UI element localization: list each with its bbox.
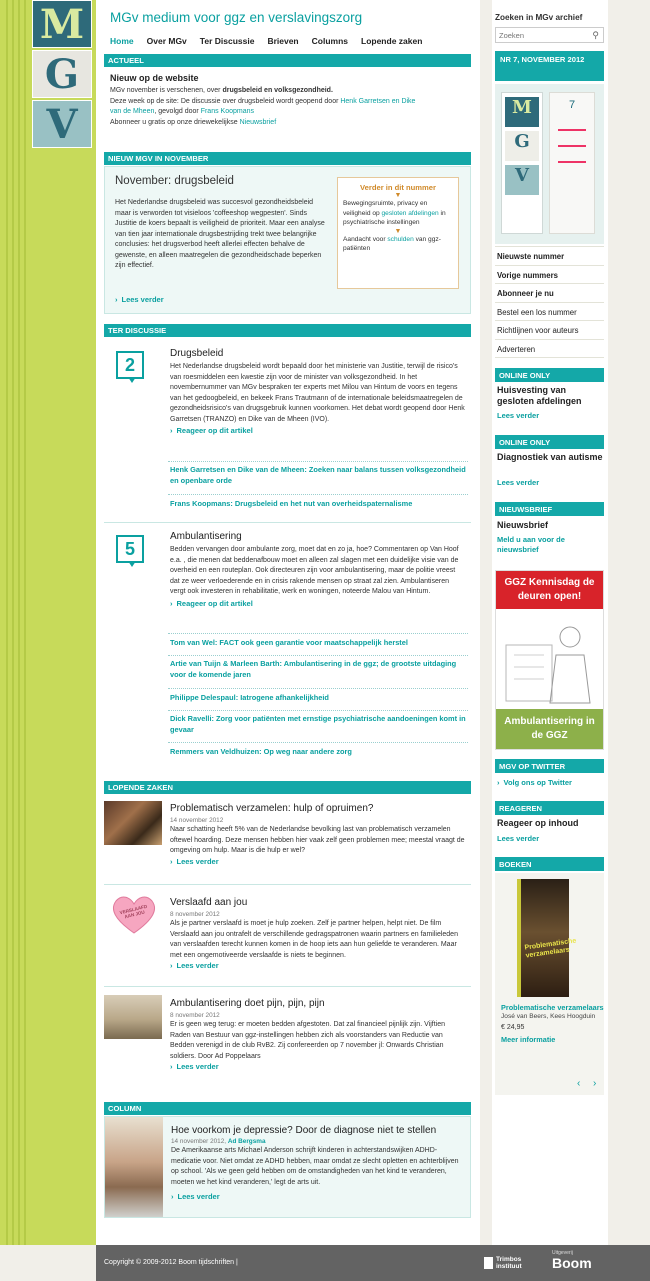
column-gap	[480, 0, 492, 1245]
column-lees-verder[interactable]: › Lees verder	[171, 1192, 467, 1201]
discussie-body: Bedden vervangen door ambulante zorg, moet dat en zo ja, hoe? Commentaren op Van Hoof e.a. , die menen dat beddenafbouw moet en alleen zal slagen met een duidelijke visie van de overheid en een routeplan. Ook directeuren zijn voor ambulantisering, maar de politie vreest dat ze weer verloederende en in crisis rakende mensen op straat zal zien. Ambulantiseren vergt ook investeren in rehabilitatie, werk en woningen, noteerde Malou van Hintum.	[170, 546, 459, 595]
issue-cover-wrap[interactable]	[495, 84, 604, 244]
search-label: Zoeken in MGv archief	[495, 13, 583, 22]
discussie-link[interactable]: Henk Garretsen en Dike van de Mheen: Zoeken naar balans tussen volksgezondheid en openbare orde	[170, 465, 466, 485]
actueel-bold: drugsbeleid en volksgezondheid.	[222, 87, 333, 94]
discussie-item	[170, 531, 466, 608]
sidebar	[492, 0, 608, 1245]
search-box	[495, 27, 604, 43]
lopende-item	[170, 897, 466, 970]
book-authors: José van Beers, Kees Hoogduin	[501, 1013, 596, 1020]
beds-photo	[104, 995, 162, 1039]
boom-logo[interactable]	[552, 1250, 592, 1271]
actueel-block	[110, 73, 470, 128]
issue-number-badge: 5	[116, 535, 144, 563]
trimbos-mark-icon	[484, 1257, 493, 1269]
reageer-link[interactable]: › Reageer op dit artikel	[170, 599, 466, 608]
discussie-item	[170, 348, 466, 435]
trimbos-name: Trimbos instituut	[496, 1256, 522, 1270]
link-koopmans[interactable]: Frans Koopmans	[200, 108, 254, 115]
lopende-body: Als je partner verslaafd is moet je hulp zoeken. Zelf je partner helpen, helpt niet. De film Verslaafd aan jou ontrafelt de verschillende gedragspatronen waarin partners en familieleden van verslaafden terecht kunnen komen in de hoop iets aan hun geliefde te veranderen. Maar met een ongemotiveerde verslaafde is niets te beginnen.	[170, 920, 458, 959]
issue-menu	[495, 246, 604, 358]
verder-text: Aandacht voor	[343, 235, 388, 243]
link-schulden[interactable]: schulden	[387, 235, 414, 243]
discussie-link[interactable]: Dick Ravelli: Zorg voor patiënten met ernstige psychiatrische aandoeningen komt in gevaar	[170, 714, 466, 734]
discussie-link[interactable]: Artie van Tuijn & Marleen Barth: Ambulantisering in de ggz; de grootste uitdaging voor de komende jaren	[170, 659, 457, 679]
actueel-text: Abonneer u gratis op onze driewekelijkse	[110, 118, 240, 126]
link-nieuwsbrief[interactable]: Nieuwsbrief	[239, 118, 277, 126]
ad-illustration	[500, 615, 600, 707]
verder-text: in psychiatrische instellingen	[343, 209, 446, 226]
lopende-date: 8 november 2012	[170, 911, 220, 918]
menu-abonneer[interactable]: Abonneer je nu	[495, 284, 604, 303]
link-van-de-mheen[interactable]: van de Mheen	[110, 108, 155, 115]
online-only-heading: ONLINE ONLY	[495, 435, 604, 449]
nieuw-heading: NIEUW MGV IN NOVEMBER	[104, 152, 471, 165]
boeken-heading: BOEKEN	[495, 857, 604, 871]
column-body: De Amerikaanse arts Michael Anderson schrijft kinderen in achterstandswijken ADHD-medicatie voor. Niet omdat ze ADHD hebben, maar omdat ze slecht opletten en achterblijven op school. 'Als we geen geld hebben om de omstandigheden van het kind te veranderen, moeten we het kind veranderen,' legt de arts uit.	[171, 1147, 459, 1186]
left-decorative-band	[0, 0, 96, 1245]
discussie-title[interactable]: Ambulantisering	[170, 531, 242, 542]
lopende-title[interactable]: Ambulantisering doet pijn, pijn, pijn	[170, 998, 325, 1009]
menu-nieuwste-nummer[interactable]: Nieuwste nummer	[495, 247, 604, 266]
discussie-heading: TER DISCUSSIE	[104, 324, 471, 337]
ad-top-text: GGZ Kennisdag de deuren open!	[496, 571, 603, 609]
book-more-info[interactable]: Meer informatie	[501, 1035, 556, 1044]
column-heading: COLUMN	[104, 1102, 471, 1115]
lees-verder-link[interactable]: › Lees verder	[170, 1062, 466, 1071]
issue-number-badge: 2	[116, 351, 144, 379]
divider	[104, 986, 471, 987]
logo-letter-m: M	[32, 0, 92, 48]
lopende-item	[170, 998, 466, 1071]
online-only-heading: ONLINE ONLY	[495, 368, 604, 382]
heart-text: VERSLAAFD AAN JOU	[119, 903, 148, 920]
discussie-body: Het Nederlandse drugsbeleid wordt bepaald door het ministerie van Justitie, terwijl de risico's van roesmiddelen een kwestie zijn voor de minister van volksgezondheid. In het novembernummer van MGv bespraken ter experts met Milou van Hintum de voors en tegens van het gedoogbeleid, en bekeek Frans Trautmann of de internationale beleidsmaatregelen de gezondheidsrisico's van drugsgebruik kunnen voorkomen. Het debat wordt geopend door Henk Garretsen (TRANZO) en Dike van de Mheen (IVO).	[170, 363, 465, 423]
nav-columns[interactable]: Columns	[311, 36, 348, 46]
nieuwsbrief-heading: NIEUWSBRIEF	[495, 502, 604, 516]
twitter-link-label: Volg ons op Twitter	[503, 778, 572, 787]
columnist-photo	[105, 1117, 163, 1217]
lopende-date: 14 november 2012	[170, 817, 224, 824]
footer-copyright: Copyright © 2009-2012 Boom tijdschriften |	[104, 1259, 238, 1266]
nav-brieven[interactable]: Brieven	[267, 36, 299, 46]
book-cover[interactable]	[517, 879, 577, 997]
twitter-heading: MGV OP TWITTER	[495, 759, 604, 773]
nieuw-body: Het Nederlandse drugsbeleid was succesvol gezondheidsbeleid maar is verworden tot visieloos 'coffeeshop wegpesten'. Sinds Justitie de koers bepaalt is veiligheid de prioriteit. Maar een analyse van tien jaar internationale drugsbestrijding trekt twee belangrijke conclusies: het drugsverbod heeft allerlei effecten behalve de gewenste, en alleen maatregelen die gezondheidschade beperken zijn effectief.	[115, 199, 325, 269]
ad-bottom-text: Ambulantisering in de GGZ	[496, 709, 603, 749]
lopende-body: Er is geen weg terug: er moeten bedden afgestoten. Dat zal financieel pijnlijk zijn. Vijftien Raden van Bestuur van ggz-instellingen hebben zich als voorstanders van Reductie van Bedden verenigd in de club RvB2. Zij confereerden op 7 november jl: Onwards Christian soldiers. Door Ad Poppelaars	[170, 1021, 445, 1060]
menu-adverteren[interactable]: Adverteren	[495, 340, 604, 359]
book-cover-title: Problematische verzamelaars	[524, 937, 577, 960]
verder-text: van ggz-patiënten	[343, 235, 441, 252]
online-only-more[interactable]: Lees verder	[497, 411, 540, 420]
menu-vorige-nummers[interactable]: Vorige nummers	[495, 266, 604, 285]
boom-name: Boom	[552, 1255, 592, 1271]
lopende-title[interactable]: Problematisch verzamelen: hulp of opruimen?	[170, 803, 374, 814]
hoarding-photo	[104, 801, 162, 845]
cover-number: 7	[568, 99, 576, 111]
footer	[96, 1245, 650, 1281]
reageer-link[interactable]: › Reageer op dit artikel	[170, 426, 466, 435]
discussie-link[interactable]: Tom van Wel: FACT ook geen garantie voor maatschappelijk herstel	[170, 638, 408, 647]
link-garretsen[interactable]: Henk Garretsen en Dike	[340, 97, 416, 105]
actueel-heading: ACTUEEL	[104, 54, 471, 67]
verder-title: Verder in dit nummer	[360, 183, 436, 192]
logo-letter-g: G	[32, 50, 92, 98]
lopende-title[interactable]: Verslaafd aan jou	[170, 897, 248, 908]
site-title[interactable]: MGv medium voor ggz en verslavingszorg	[110, 10, 363, 25]
divider	[104, 522, 471, 523]
menu-richtlijnen[interactable]: Richtlijnen voor auteurs	[495, 321, 604, 340]
nieuwsbrief-title: Nieuwsbrief	[497, 520, 549, 530]
nav-home[interactable]: Home	[110, 36, 134, 46]
search-input[interactable]	[496, 28, 586, 42]
actueel-text: Deze week op de site: De discussie over drugsbeleid wordt geopend door	[110, 97, 341, 105]
nieuw-box	[104, 166, 471, 314]
actueel-text: , gevolgd door	[154, 108, 201, 115]
trimbos-logo[interactable]	[484, 1256, 530, 1270]
online-only-title[interactable]: Diagnostiek van autisme	[497, 452, 603, 462]
lees-verder-link[interactable]: › Lees verder	[170, 961, 466, 970]
nav-lopende-zaken[interactable]: Lopende zaken	[361, 36, 423, 46]
main-nav	[110, 36, 422, 46]
cover-page	[549, 92, 595, 234]
search-icon[interactable]: ⚲	[592, 30, 599, 40]
reageren-heading: REAGEREN	[495, 801, 604, 815]
book-price: € 24,95	[501, 1024, 525, 1031]
boom-small-label: Uitgeverij	[552, 1250, 573, 1256]
boeken-box	[495, 873, 604, 1095]
actueel-text: MGv november is verschenen, over	[110, 87, 223, 94]
arrow-down-icon: ▼	[394, 192, 402, 199]
heart-image	[110, 893, 158, 935]
twitter-link[interactable]: › Volg ons op Twitter	[497, 778, 572, 787]
menu-bestel-los-nummer[interactable]: Bestel een los nummer	[495, 303, 604, 322]
lopende-item	[170, 803, 466, 866]
verder-in-dit-nummer	[337, 177, 459, 289]
divider	[104, 884, 471, 885]
nav-ter-discussie[interactable]: Ter Discussie	[199, 36, 255, 46]
discussie-link[interactable]: Frans Koopmans: Drugsbeleid en het nut van overheidspaternalisme	[170, 499, 413, 508]
logo-letter-v: V	[32, 100, 92, 148]
column-title[interactable]: Hoe voorkom je depressie? Door de diagnose niet te stellen	[171, 1125, 437, 1136]
nav-over-mgv[interactable]: Over MGv	[146, 36, 187, 46]
right-margin	[608, 0, 650, 1245]
lees-verder-link[interactable]: › Lees verder	[170, 857, 466, 866]
online-only-more[interactable]: Lees verder	[497, 478, 540, 487]
lopende-heading: LOPENDE ZAKEN	[104, 781, 471, 794]
discussie-link[interactable]: Remmers van Veldhuizen: Op weg naar andere zorg	[170, 747, 352, 756]
cover-logo-strip: M G V	[501, 92, 543, 234]
nieuwsbrief-link[interactable]: Meld u aan voor de nieuwsbrief	[497, 535, 565, 554]
chevron-right-icon[interactable]: ›	[593, 1078, 597, 1089]
link-gesloten-afdelingen[interactable]: gesloten afdelingen	[381, 209, 439, 217]
column-date: 14 november 2012,	[171, 1138, 228, 1145]
mgv-logo[interactable]	[32, 0, 92, 150]
arrow-down-icon: ▼	[394, 227, 402, 235]
online-only-title[interactable]: Huisvesting van gesloten afdelingen	[497, 385, 582, 406]
book-title[interactable]: Problematische verzamelaars	[501, 1003, 604, 1012]
discussie-title[interactable]: Drugsbeleid	[170, 348, 224, 359]
column-author-link[interactable]: Ad Bergsma	[227, 1138, 266, 1145]
nieuw-title[interactable]: November: drugsbeleid	[115, 175, 234, 187]
lopende-body: Naar schatting heeft 5% van de Nederlandse bevolking last van problematisch verzamelen oftewel hoarding. Deze mensen hebben hier vaak zelf geen problemen mee; meestal vraagt de omgeving om hulp. Maar is die hulp er wel?	[170, 826, 465, 854]
reageren-more[interactable]: Lees verder	[497, 834, 540, 843]
main-content	[96, 0, 480, 1245]
verder-text: Bewegingsruimte, privacy en veiligheid op	[343, 200, 428, 217]
discussie-link[interactable]: Philippe Delespaul: Iatrogene afhankelijkheid	[170, 693, 329, 702]
ggz-kennisdag-ad[interactable]	[495, 570, 604, 750]
issue-heading: NR 7, NOVEMBER 2012	[495, 51, 604, 81]
actueel-title: Nieuw op de website	[110, 73, 199, 83]
column-box	[104, 1116, 471, 1218]
reageren-title[interactable]: Reageer op inhoud	[497, 818, 579, 828]
lopende-date: 8 november 2012	[170, 1012, 220, 1019]
chevron-left-icon[interactable]: ‹	[577, 1078, 581, 1089]
nieuw-lees-verder[interactable]: › Lees verder	[115, 295, 164, 304]
